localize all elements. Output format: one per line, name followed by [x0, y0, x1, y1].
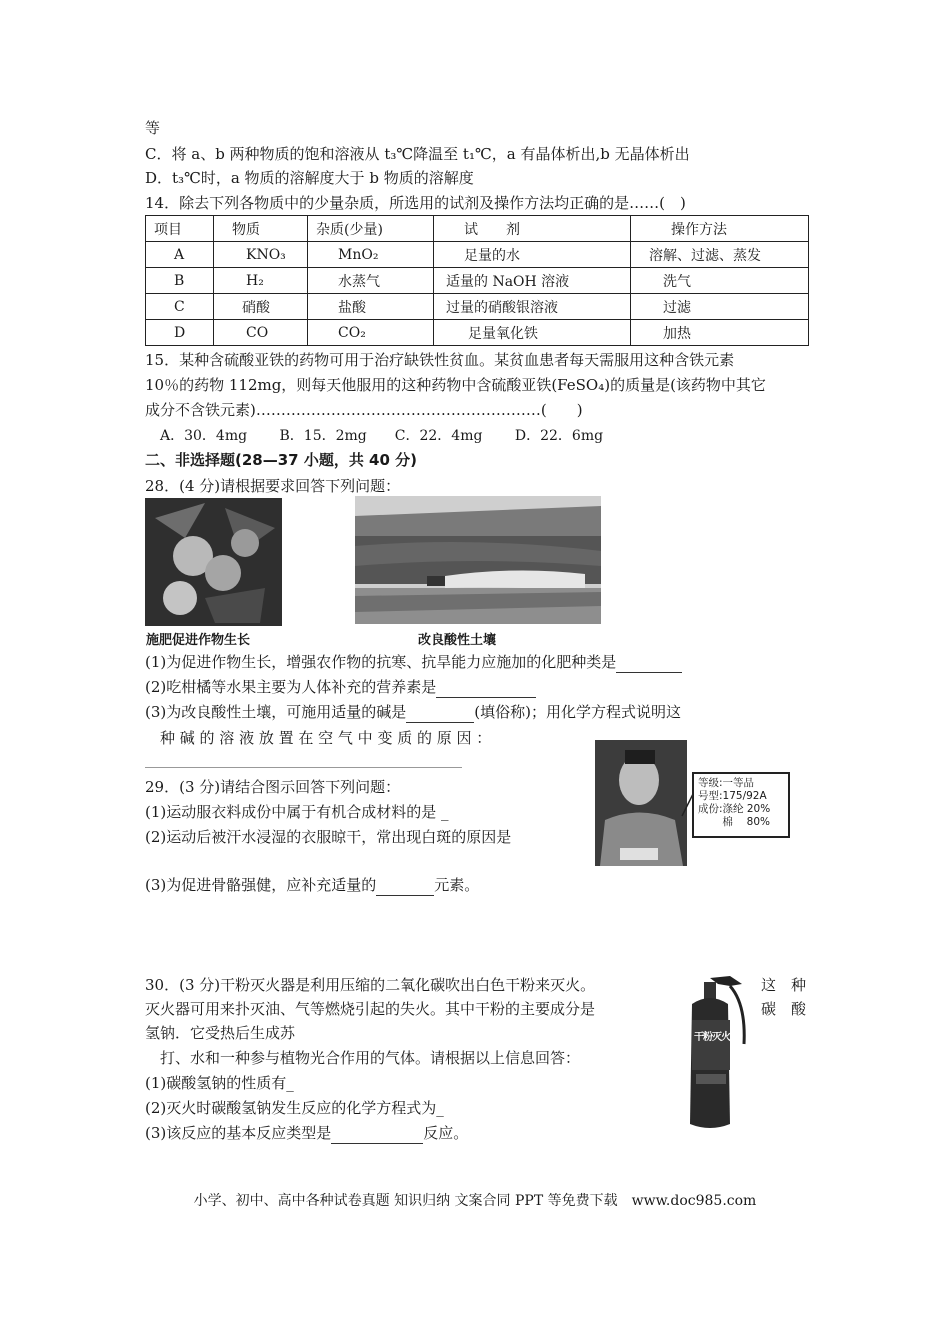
question-15: 15．某种含硫酸亚铁的药物可用于治疗缺铁性贫血。某贫血患者每天需服用这种含铁元素: [145, 351, 735, 369]
extinguisher-label: 干粉灭火器: [694, 1032, 739, 1043]
question-30-line3: 氢钠．它受热后生成苏: [145, 1024, 296, 1042]
question-30-line2: 灭火器可用来扑灭油、气等燃烧引起的失火。其中干粉的主要成分是: [145, 1000, 596, 1018]
footer-text: 小学、初中、高中各种试卷真题 知识归纳 文案合同 PPT 等免费下载 www.doc985.com: [193, 1193, 757, 1209]
table-cell: 盐酸: [308, 294, 434, 320]
label-line: 等级:一等品: [698, 777, 755, 789]
q30-sub-2: (2)灭火时碳酸氢钠发生反应的化学方程式为_: [145, 1099, 444, 1117]
photo-caption-2: 改良酸性土壤: [418, 633, 497, 648]
fire-extinguisher-image: [670, 974, 750, 1134]
table-cell: 加热: [631, 320, 809, 346]
text-line: 等: [145, 119, 161, 137]
q28-sub-3-text: (3)为改良酸性土壤，可施用适量的碱是: [145, 703, 407, 721]
table-header-row: [146, 216, 809, 242]
table-cell: CO: [214, 320, 308, 346]
table-cell: 适量的 NaOH 溶液: [434, 268, 631, 294]
answer-blank[interactable]: [331, 1127, 423, 1144]
answer-blank-line[interactable]: [145, 767, 462, 768]
question-30-right: 这 种: [761, 976, 807, 994]
question-30-line2-right: 碳 酸: [761, 1000, 807, 1018]
q28-sub-3-cont: 种 碱 的 溶 液 放 置 在 空 气 中 变 质 的 原 因 ：: [160, 729, 492, 747]
q30-sub-3-text-b: 反应。: [423, 1124, 469, 1142]
q28-sub-3: [145, 701, 681, 723]
citrus-image: [145, 498, 282, 626]
question-30: 30．(3 分)干粉灭火器是利用压缩的二氧化碳吹出白色干粉来灭火。: [145, 976, 596, 994]
question-15-line2: 10％的药物 112mg，则每天他服用的这种药物中含硫酸亚铁(FeSO₄)的质量是(该药物中其它: [145, 376, 766, 394]
option-c: C．将 a、b 两种物质的饱和溶液从 t₃℃降温至 t₁℃，a 有晶体析出,b 无晶体析出: [145, 145, 690, 163]
athlete-photo: [595, 740, 687, 866]
label-line: 号型:175/92A: [698, 790, 767, 802]
citrus-photo: [145, 498, 282, 626]
table-header-cell: 试 剂: [434, 216, 631, 242]
q30-sub-3-text: (3)该反应的基本反应类型是: [145, 1124, 332, 1142]
q30-sub-1: (1)碳酸氢钠的性质有_: [145, 1074, 294, 1092]
table-header-cell: 操作方法: [631, 216, 809, 242]
section-heading: 二、非选择题(28—37 小题，共 40 分): [145, 451, 418, 469]
label-line: 成份:涤纶 20%: [698, 803, 771, 815]
q29-sub-3-text-b: 元素。: [434, 876, 480, 894]
table-cell: A: [146, 242, 214, 268]
table-cell: KNO₃: [214, 242, 308, 268]
table-cell: 水蒸气: [308, 268, 434, 294]
q29-sub-3: [145, 874, 479, 896]
q14-table: [145, 215, 809, 346]
table-cell: 足量氧化铁: [434, 320, 631, 346]
q28-sub-2-text: (2)吃柑橘等水果主要为人体补充的营养素是: [145, 678, 437, 696]
clothing-label: [692, 772, 790, 838]
table-cell: B: [146, 268, 214, 294]
field-image: [355, 496, 601, 624]
table-cell: 硝酸: [214, 294, 308, 320]
table-row: [146, 268, 809, 294]
q29-sub-2: (2)运动后被汗水浸湿的衣服晾干，常出现白斑的原因是: [145, 828, 512, 846]
table-cell: C: [146, 294, 214, 320]
question-28: 28．(4 分)请根据要求回答下列问题：: [145, 477, 401, 495]
table-cell: 足量的水: [434, 242, 631, 268]
table-cell: 过量的硝酸银溶液: [434, 294, 631, 320]
answer-blank[interactable]: [406, 706, 474, 723]
q30-sub-3: [145, 1122, 468, 1144]
answer-blank[interactable]: [376, 879, 434, 896]
answer-blank[interactable]: [436, 681, 536, 698]
q28-sub-2: [145, 676, 536, 698]
option-d: D．t₃℃时，a 物质的溶解度大于 b 物质的溶解度: [145, 169, 474, 187]
question-15-options: A．30．4mg B．15．2mg C．22．4mg D．22．6mg: [160, 428, 604, 444]
q28-sub-3-text-b: (填俗称)；用化学方程式说明这: [474, 703, 681, 721]
question-15-line3: 成分不含铁元素)…………………………………………………( ): [145, 401, 583, 419]
table-cell: MnO₂: [308, 242, 434, 268]
q29-sub-1: (1)运动服衣料成份中属于有机合成材料的是 _: [145, 803, 449, 821]
table-row: [146, 242, 809, 268]
photo-caption-1: 施肥促进作物生长: [146, 633, 251, 648]
label-line: 棉 80%: [698, 816, 771, 828]
table-header-cell: 项目: [146, 216, 214, 242]
question-14: 14．除去下列各物质中的少量杂质，所选用的试剂及操作方法均正确的是……( ): [145, 194, 686, 212]
table-cell: 溶解、过滤、蒸发: [631, 242, 809, 268]
table-cell: CO₂: [308, 320, 434, 346]
table-header-cell: 杂质(少量): [308, 216, 434, 242]
table-row: [146, 294, 809, 320]
answer-blank[interactable]: [616, 656, 682, 673]
table-cell: H₂: [214, 268, 308, 294]
table-cell: 洗气: [631, 268, 809, 294]
table-header-cell: 物质: [214, 216, 308, 242]
table-cell: 过滤: [631, 294, 809, 320]
question-30-line4: 打、水和一种参与植物光合作用的气体。请根据以上信息回答：: [145, 1049, 581, 1067]
field-photo: [355, 496, 601, 624]
table-row: [146, 320, 809, 346]
q28-sub-1: [145, 651, 682, 673]
q28-sub-1-text: (1)为促进作物生长，增强农作物的抗寒、抗旱能力应施加的化肥种类是: [145, 653, 617, 671]
table-cell: D: [146, 320, 214, 346]
athlete-image: [595, 740, 687, 866]
q29-sub-3-text: (3)为促进骨骼强健，应补充适量的: [145, 876, 377, 894]
question-29: 29．(3 分)请结合图示回答下列问题：: [145, 778, 401, 796]
